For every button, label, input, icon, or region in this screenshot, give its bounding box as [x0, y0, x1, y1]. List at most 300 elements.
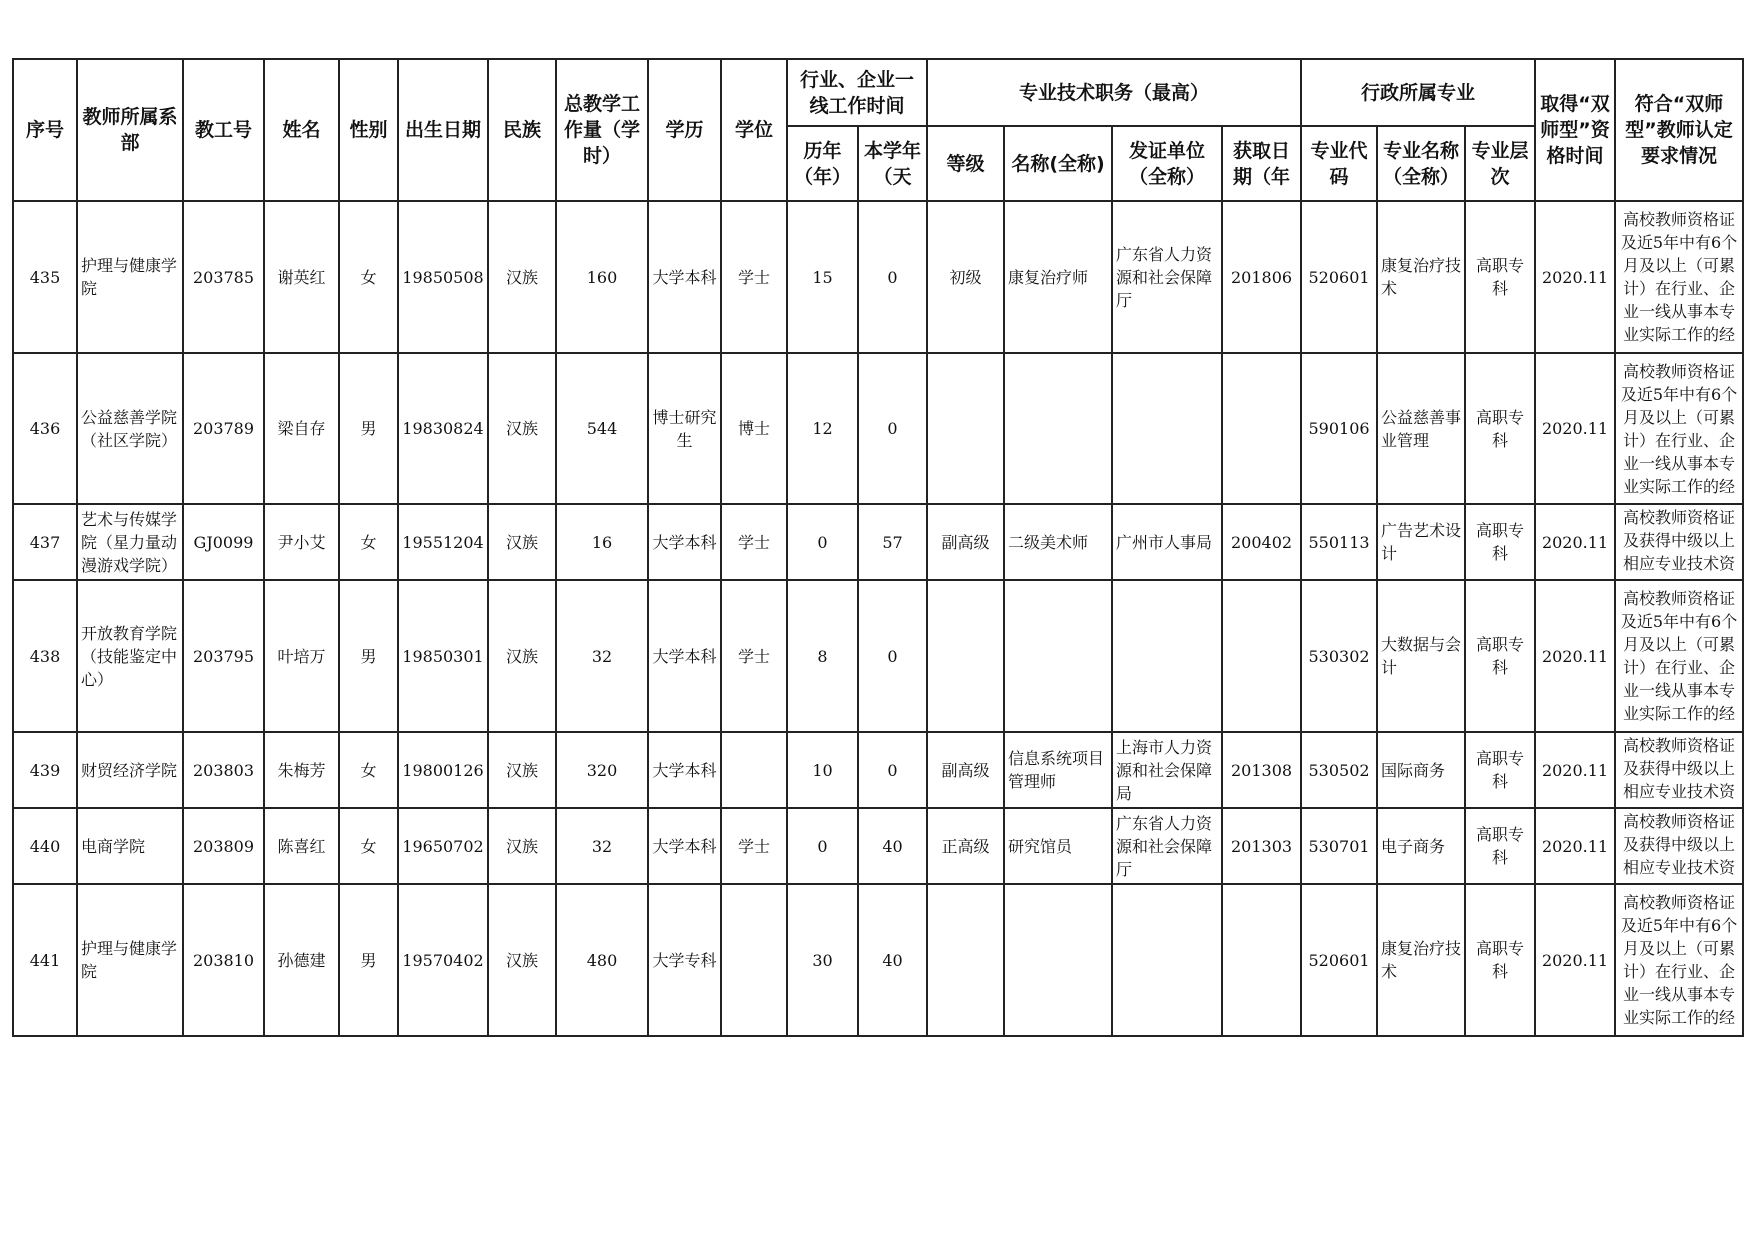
cell-text: 201303 [1230, 836, 1293, 856]
cell-gender [339, 504, 398, 580]
cell-major-name [1377, 732, 1465, 808]
cell-dept [77, 580, 183, 732]
cell-text: 201308 [1230, 760, 1293, 780]
cell-birth [398, 353, 488, 504]
cell-workload [556, 808, 648, 884]
cell-text: 12 [812, 419, 833, 438]
cell-degree [721, 884, 787, 1036]
cell-education [648, 884, 721, 1036]
header-dept: 教师所属系部 [77, 59, 183, 201]
cell-title-level [927, 580, 1004, 732]
cell-text: 550113 [1308, 532, 1370, 552]
header-ethnicity: 民族 [488, 59, 556, 201]
cell-text: 上海市人力资源和社会保障局 [1116, 737, 1213, 803]
cell-text: 201806 [1230, 267, 1293, 287]
cell-education [648, 808, 721, 884]
cell-text: 博士研究生 [652, 407, 717, 450]
cell-text: 男 [360, 646, 377, 666]
cell-staff-id [183, 732, 264, 808]
cell-text: 汉族 [505, 267, 538, 287]
cell-text: 公益慈善学院（社区学院） [81, 407, 178, 450]
cell-text: 女 [360, 760, 377, 780]
cell-major-code [1301, 884, 1377, 1036]
cell-birth [398, 808, 488, 884]
cell-text: 开放教育学院（技能鉴定中心） [81, 623, 178, 689]
cell-text: 梁自存 [277, 419, 326, 438]
cell-seq [13, 504, 77, 580]
cell-text: 590106 [1308, 419, 1370, 438]
header-birth: 出生日期 [398, 59, 488, 201]
cell-text: 护理与健康学院 [81, 939, 178, 981]
cell-education [648, 732, 721, 808]
cell-gender [339, 353, 398, 504]
cell-text: 530302 [1308, 646, 1370, 666]
cell-text: 437 [29, 532, 61, 552]
cell-seq [13, 201, 77, 353]
cell-title-date [1222, 353, 1301, 504]
cell-industry-days [858, 808, 927, 884]
header-major-level [1465, 126, 1535, 201]
cell-title-level [927, 884, 1004, 1036]
cell-text: 203795 [192, 646, 255, 666]
cell-text: 陈喜红 [277, 836, 326, 856]
cell-text: 财贸经济学院 [81, 760, 178, 780]
header-staff-id: 教工号 [183, 59, 264, 201]
cell-industry-years [787, 732, 858, 808]
cell-title-name [1004, 732, 1112, 808]
cell-text: 19850508 [402, 267, 484, 287]
cell-birth [398, 884, 488, 1036]
cell-birth [398, 580, 488, 732]
cell-dual-date [1535, 732, 1615, 808]
cell-name [264, 353, 339, 504]
cell-major-code [1301, 504, 1377, 580]
cell-text: 0 [887, 267, 898, 287]
cell-workload [556, 201, 648, 353]
cell-title-name [1004, 201, 1112, 353]
cell-ethnicity [488, 504, 556, 580]
cell-title-issuer [1112, 884, 1222, 1036]
header-title-date [1222, 126, 1301, 201]
cell-title-name [1004, 808, 1112, 884]
header-industry-days [858, 126, 927, 201]
header-title-issuer [1112, 126, 1222, 201]
cell-major-level [1465, 504, 1535, 580]
cell-text: 32 [591, 646, 613, 666]
cell-text: 16 [591, 532, 613, 552]
cell-degree [721, 732, 787, 808]
cell-birth [398, 201, 488, 353]
header-title-name [1004, 126, 1112, 201]
cell-industry-years [787, 353, 858, 504]
cell-major-name [1377, 504, 1465, 580]
cell-text: 436 [29, 419, 61, 438]
cell-title-issuer [1112, 201, 1222, 353]
cell-industry-years [787, 580, 858, 732]
header-seq: 序号 [13, 59, 77, 201]
cell-title-name [1004, 504, 1112, 580]
cell-text: 高职专科 [1476, 256, 1525, 298]
cell-text: 大学本科 [652, 836, 717, 856]
cell-text: 高职专科 [1476, 939, 1525, 981]
cell-text: 2020.11 [1541, 646, 1609, 666]
header-title-issuer-text: 发证单位（全称） [1129, 139, 1206, 188]
cell-text: 国际商务 [1381, 760, 1446, 780]
cell-dept [77, 201, 183, 353]
cell-text: 40 [882, 950, 903, 970]
cell-text: 高职专科 [1476, 521, 1525, 563]
table-row [13, 884, 1743, 1036]
header-title-date-text: 获取日期（年 [1233, 139, 1291, 188]
cell-text: 544 [586, 419, 618, 438]
cell-dual-date [1535, 504, 1615, 580]
cell-industry-days [858, 732, 927, 808]
cell-major-name [1377, 808, 1465, 884]
cell-dual-date [1535, 580, 1615, 732]
header-gender: 性别 [339, 59, 398, 201]
cell-dual-date [1535, 884, 1615, 1036]
cell-text: 广州市人事局 [1116, 532, 1213, 552]
cell-name [264, 808, 339, 884]
cell-industry-years [787, 504, 858, 580]
cell-ethnicity [488, 580, 556, 732]
cell-text: 57 [882, 532, 903, 552]
cell-title-issuer [1112, 732, 1222, 808]
cell-text: 19830824 [402, 419, 484, 438]
cell-seq [13, 353, 77, 504]
cell-degree [721, 504, 787, 580]
cell-text: 汉族 [505, 950, 538, 970]
header-industry-years-text: 历年（年） [793, 139, 851, 188]
cell-text: 440 [29, 836, 61, 856]
cell-birth [398, 732, 488, 808]
cell-degree [721, 353, 787, 504]
cell-text: 高职专科 [1476, 825, 1525, 867]
cell-dual-date [1535, 201, 1615, 353]
cell-text: 高职专科 [1476, 407, 1525, 450]
header-major-level-text: 专业层次 [1471, 139, 1529, 188]
cell-text: 汉族 [505, 646, 538, 666]
table-row [13, 732, 1743, 808]
cell-gender [339, 201, 398, 353]
cell-workload [556, 353, 648, 504]
header-title-level-text: 等级 [946, 152, 985, 175]
cell-text: 0 [887, 760, 898, 780]
cell-text: 大数据与会计 [1381, 635, 1462, 677]
cell-text: 435 [29, 267, 61, 287]
cell-text: 高职专科 [1476, 749, 1525, 791]
cell-title-date [1222, 884, 1301, 1036]
cell-industry-days [858, 201, 927, 353]
table-body [13, 201, 1743, 1036]
cell-industry-days [858, 353, 927, 504]
cell-text: 汉族 [505, 419, 538, 438]
cell-text: 15 [812, 267, 833, 287]
cell-text: 0 [817, 836, 828, 856]
header-name: 姓名 [264, 59, 339, 201]
cell-text: 康复治疗技术 [1381, 939, 1462, 981]
cell-text: 大学本科 [652, 532, 717, 552]
table-row [13, 201, 1743, 353]
cell-text: 女 [360, 267, 377, 287]
header-title-group: 专业技术职务（最高） [927, 59, 1301, 126]
cell-text: 19850301 [402, 646, 484, 666]
cell-text: 0 [817, 532, 828, 552]
header-major-group: 行政所属专业 [1301, 59, 1535, 126]
cell-name [264, 201, 339, 353]
cell-text: 大学本科 [652, 646, 717, 666]
cell-dual-req [1615, 580, 1743, 732]
cell-staff-id [183, 504, 264, 580]
cell-text: 19650702 [402, 836, 484, 856]
table-header [13, 59, 1743, 201]
cell-text: 学士 [737, 532, 770, 552]
cell-name [264, 580, 339, 732]
cell-text: 高职专科 [1476, 635, 1525, 677]
cell-dept [77, 504, 183, 580]
cell-text: 尹小艾 [277, 532, 326, 552]
cell-text: 公益慈善事业管理 [1381, 407, 1462, 450]
cell-text: 高校教师资格证及获得中级以上相应专业技术资 [1623, 508, 1736, 573]
cell-industry-days [858, 580, 927, 732]
cell-text: 520601 [1308, 950, 1370, 970]
header-dual-req: 符合“双师型”教师认定要求情况 [1615, 59, 1743, 201]
table-row [13, 353, 1743, 504]
cell-text: 8 [817, 646, 828, 666]
cell-major-name [1377, 201, 1465, 353]
cell-education [648, 580, 721, 732]
cell-dept [77, 884, 183, 1036]
header-industry-group: 行业、企业一线工作时间 [787, 59, 927, 126]
cell-industry-years [787, 884, 858, 1036]
cell-text: 大学本科 [652, 760, 717, 780]
cell-title-level [927, 504, 1004, 580]
cell-text: 高校教师资格证及近5年中有6个月及以上（可累计）在行业、企业一线从事本专业实际工作的经 [1620, 210, 1738, 344]
cell-text: 441 [29, 950, 61, 970]
cell-text: 2020.11 [1541, 836, 1609, 856]
cell-major-level [1465, 884, 1535, 1036]
cell-staff-id [183, 884, 264, 1036]
cell-text: 530701 [1308, 836, 1370, 856]
cell-text: 康复治疗技术 [1381, 256, 1462, 298]
header-major-name [1377, 126, 1465, 201]
cell-text: 广东省人力资源和社会保障厅 [1116, 244, 1213, 310]
cell-text: 203803 [192, 760, 255, 780]
cell-industry-days [858, 504, 927, 580]
cell-dual-date [1535, 808, 1615, 884]
cell-dual-req [1615, 201, 1743, 353]
cell-birth [398, 504, 488, 580]
cell-industry-days [858, 884, 927, 1036]
cell-dept [77, 732, 183, 808]
cell-industry-years [787, 808, 858, 884]
cell-text: 40 [882, 836, 903, 856]
cell-degree [721, 580, 787, 732]
header-title-name-text: 名称(全称) [1011, 152, 1105, 175]
cell-major-code [1301, 580, 1377, 732]
cell-text: 439 [29, 760, 61, 780]
cell-major-level [1465, 201, 1535, 353]
cell-ethnicity [488, 353, 556, 504]
cell-staff-id [183, 808, 264, 884]
cell-text: 高校教师资格证及获得中级以上相应专业技术资 [1623, 736, 1736, 801]
cell-name [264, 504, 339, 580]
cell-major-level [1465, 353, 1535, 504]
cell-text: 0 [887, 419, 898, 438]
cell-major-level [1465, 808, 1535, 884]
cell-text: 高校教师资格证及近5年中有6个月及以上（可累计）在行业、企业一线从事本专业实际工作的经 [1620, 361, 1738, 496]
cell-major-level [1465, 732, 1535, 808]
header-workload: 总教学工作量（学时） [556, 59, 648, 201]
cell-text: 学士 [737, 836, 770, 856]
cell-major-name [1377, 353, 1465, 504]
cell-title-level [927, 353, 1004, 504]
cell-text: 艺术与传媒学院（星力量动漫游戏学院） [81, 509, 178, 575]
header-industry-days-text: 本学年（天 [864, 139, 922, 188]
cell-text: 19551204 [402, 532, 484, 552]
cell-text: 高校教师资格证及近5年中有6个月及以上（可累计）在行业、企业一线从事本专业实际工作的经 [1620, 589, 1738, 723]
cell-text: 研究馆员 [1008, 836, 1073, 856]
cell-dept [77, 808, 183, 884]
cell-text: 汉族 [505, 760, 538, 780]
cell-text: 正高级 [941, 836, 990, 856]
cell-workload [556, 580, 648, 732]
cell-name [264, 732, 339, 808]
cell-seq [13, 884, 77, 1036]
cell-text: 汉族 [505, 532, 538, 552]
header-major-code [1301, 126, 1377, 201]
cell-text: 信息系统项目管理师 [1008, 749, 1105, 791]
cell-education [648, 353, 721, 504]
cell-degree [721, 808, 787, 884]
cell-title-issuer [1112, 353, 1222, 504]
header-major-name-text: 专业名称（全称） [1383, 139, 1460, 188]
table-row [13, 504, 1743, 580]
cell-ethnicity [488, 201, 556, 353]
cell-major-code [1301, 201, 1377, 353]
cell-text: 480 [586, 950, 618, 970]
cell-text: 203789 [192, 419, 255, 438]
cell-title-date [1222, 732, 1301, 808]
cell-gender [339, 732, 398, 808]
cell-text: 女 [360, 532, 377, 552]
cell-text: 19570402 [402, 950, 484, 970]
cell-workload [556, 732, 648, 808]
cell-text: 康复治疗师 [1008, 267, 1089, 287]
cell-text: 0 [887, 646, 898, 666]
cell-staff-id [183, 353, 264, 504]
cell-ethnicity [488, 732, 556, 808]
cell-dual-req [1615, 884, 1743, 1036]
cell-text: 女 [360, 836, 377, 856]
cell-title-level [927, 732, 1004, 808]
cell-major-name [1377, 580, 1465, 732]
teacher-table [12, 58, 1744, 1037]
cell-title-issuer [1112, 580, 1222, 732]
cell-text: 203809 [192, 836, 255, 856]
cell-text: 10 [812, 760, 833, 780]
cell-industry-years [787, 201, 858, 353]
cell-text: 谢英红 [277, 267, 326, 287]
cell-staff-id [183, 201, 264, 353]
cell-title-name [1004, 353, 1112, 504]
cell-dual-req [1615, 504, 1743, 580]
cell-gender [339, 808, 398, 884]
cell-dual-req [1615, 353, 1743, 504]
cell-text: 2020.11 [1541, 267, 1609, 287]
cell-gender [339, 580, 398, 732]
cell-text: 朱梅芳 [277, 760, 326, 780]
cell-text: 男 [360, 419, 377, 438]
cell-ethnicity [488, 884, 556, 1036]
cell-text: 203785 [192, 267, 255, 287]
cell-workload [556, 504, 648, 580]
table-row [13, 808, 1743, 884]
cell-text: 副高级 [941, 532, 990, 552]
cell-text: 520601 [1308, 267, 1370, 287]
cell-text: 副高级 [941, 760, 990, 780]
cell-text: 孙德建 [277, 950, 326, 970]
cell-text: 2020.11 [1541, 532, 1609, 552]
cell-text: 叶培万 [277, 646, 326, 666]
cell-gender [339, 884, 398, 1036]
cell-text: 护理与健康学院 [81, 256, 178, 298]
cell-title-date [1222, 808, 1301, 884]
cell-text: 30 [812, 950, 833, 970]
cell-title-name [1004, 580, 1112, 732]
cell-text: 二级美术师 [1008, 532, 1089, 552]
cell-text: 320 [586, 760, 618, 780]
cell-dual-req [1615, 732, 1743, 808]
cell-title-date [1222, 201, 1301, 353]
cell-text: 2020.11 [1541, 760, 1609, 780]
cell-text: 汉族 [505, 836, 538, 856]
cell-text: 大学本科 [652, 267, 717, 287]
header-dual-date: 取得“双师型”资格时间 [1535, 59, 1615, 201]
header-education: 学历 [648, 59, 721, 201]
cell-staff-id [183, 580, 264, 732]
cell-major-level [1465, 580, 1535, 732]
cell-text: 电商学院 [81, 836, 146, 856]
table-row [13, 580, 1743, 732]
cell-seq [13, 732, 77, 808]
cell-ethnicity [488, 808, 556, 884]
header-major-code-text: 专业代码 [1310, 139, 1368, 188]
cell-title-date [1222, 504, 1301, 580]
cell-text: 大学专科 [652, 950, 717, 970]
cell-title-issuer [1112, 808, 1222, 884]
cell-text: 438 [29, 646, 61, 666]
cell-text: 2020.11 [1541, 419, 1609, 438]
header-title-level [927, 126, 1004, 201]
cell-text: 530502 [1308, 760, 1370, 780]
cell-text: 高校教师资格证及获得中级以上相应专业技术资 [1623, 812, 1736, 877]
cell-title-issuer [1112, 504, 1222, 580]
cell-major-name [1377, 884, 1465, 1036]
cell-dual-req [1615, 808, 1743, 884]
header-industry-years [787, 126, 858, 201]
cell-major-code [1301, 353, 1377, 504]
cell-text: 男 [360, 950, 377, 970]
header-degree: 学位 [721, 59, 787, 201]
cell-text: 学士 [737, 646, 770, 666]
cell-text: 200402 [1230, 532, 1293, 552]
cell-text: 广东省人力资源和社会保障厅 [1116, 813, 1213, 879]
cell-seq [13, 580, 77, 732]
cell-text: 32 [591, 836, 613, 856]
cell-text: 学士 [737, 267, 770, 287]
cell-seq [13, 808, 77, 884]
